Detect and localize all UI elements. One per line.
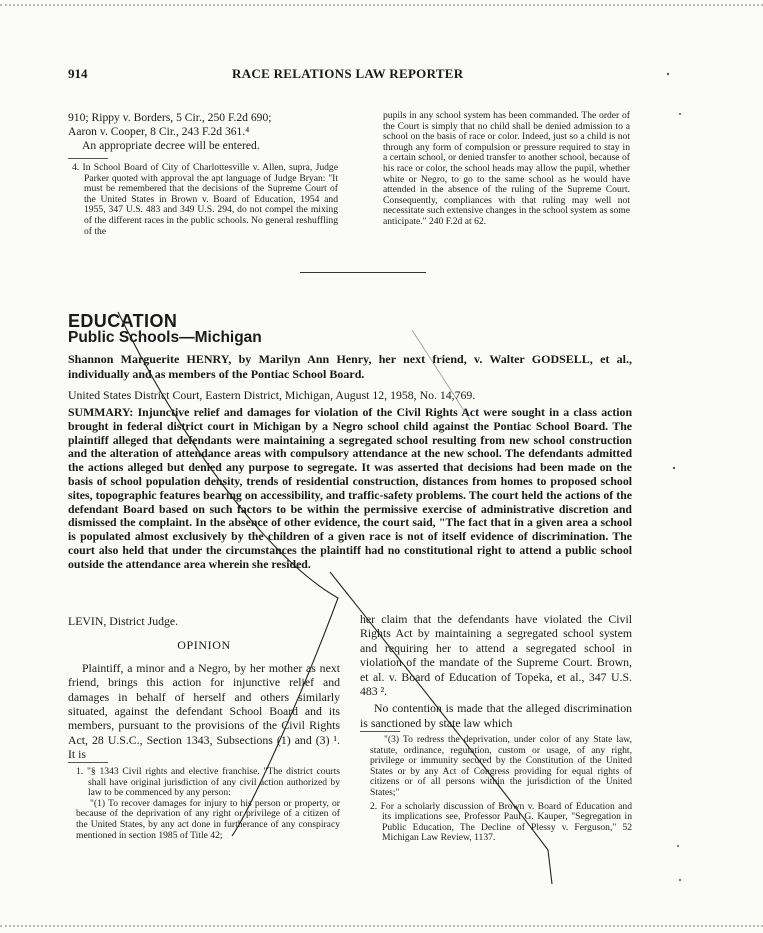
court-line: United States District Court, Eastern District, Michigan, August 12, 1958, No. 14,769. (68, 387, 476, 402)
citation-line-1: 910; Rippy v. Borders, 5 Cir., 250 F.2d 690; (68, 111, 272, 124)
footnote-1 (76, 767, 340, 841)
top-right-column (383, 111, 630, 228)
scan-speck (679, 113, 681, 115)
opinion-left-column (68, 614, 340, 762)
section-title: EDUCATION (68, 311, 178, 331)
running-title: RACE RELATIONS LAW REPORTER (232, 66, 464, 81)
opinion-right-column (360, 612, 632, 730)
footnote-separator-3 (360, 731, 400, 732)
judge-line: LEVIN, District Judge. (68, 614, 179, 628)
section-subtitle: Public Schools—Michigan (68, 329, 262, 346)
footnote-separator-2 (68, 762, 108, 763)
case-caption (68, 352, 632, 402)
footnote-1-part-c: "(3) To redress the deprivation, under color of any State law, statute, ordinance, regulation, custom or usage, of any right, privilege or immunity secured by the Constitution of the United States or by any Act of Congress providing for equal rights of citizens or of all persons within the jurisdiction of the United States;" (370, 734, 632, 798)
scan-speck (667, 73, 669, 75)
summary-label: SUMMARY: (68, 405, 134, 419)
top-scan-border (0, 4, 763, 8)
opinion-para-2: her claim that the defendants have violated the Civil Rights Act by maintaining a segregated school system and requiring her to attend a segregated school in violation of the mandate of the Supreme Court. Brown, et al. v. Board of Education of Topeka, et al., 347 U.S. 483 ². (360, 612, 632, 699)
footnote-4 (72, 163, 338, 237)
footnote-1-part-b: "(1) To recover damages for injury to his person or property, or because of the deprivation of any right or privilege of a citizen of the United States, by any act done in furtherance of any conspiracy mentioned in section 1985 of Title 42; (76, 797, 340, 841)
page-number: 914 (68, 66, 88, 81)
scan-speck (679, 879, 681, 881)
citation-line-2: Aaron v. Cooper, 8 Cir., 243 F.2d 361.⁴ (68, 125, 250, 139)
footnote-4-continued: pupils in any school system has been commanded. The order of the Court is simply that no child shall be denied admission to a school on the basis of race or color. Indeed, just so a child is not through any form of compulsion or pressure required to stay in a certain school, or denied transfer to another school, because of his race or color, the school heads may allow the pupil, whether white or Negro, to go to the same school as he would have attended in the absence of the ruling of the Supreme Court. Consequently, compliances with that ruling may well not necessitate such extensive changes in the school system as some anticipate." 240 F.2d at 62. (383, 110, 630, 227)
case-summary (68, 406, 632, 572)
footnote-separator (68, 158, 108, 159)
opinion-heading: OPINION (177, 638, 231, 653)
decree-line: An appropriate decree will be entered. (82, 139, 260, 153)
opinion-para-3: No contention is made that the alleged discrimination is sanctioned by state law which (360, 701, 632, 730)
bottom-scan-border (0, 925, 763, 929)
scan-speck (677, 845, 679, 847)
scan-speck (673, 467, 675, 469)
footnote-1-continued (370, 735, 632, 844)
case-parties: Shannon Marguerite HENRY, by Marilyn Ann Henry, her next friend, v. Walter GODSELL, et al., individually and as members of the Pontiac School Board. (68, 352, 632, 381)
footnote-2: 2. For a scholarly discussion of Brown v. Board of Education and its implications see, Professor Paul G. Kauper, "Segregation in Public Education, The Decline of Plessy v. Ferguson," 52 Michigan Law Review, 1137. (370, 800, 632, 844)
footnote-4-text: 4. In School Board of City of Charlottesville v. Allen, supra, Judge Parker quoted with approval the apt language of Judge Bryan: "It must be remembered that the decisions of the Supreme Court of the United States in Brown v. Board of Education, 1954 and 1955, 347 U.S. 483 and 349 U.S. 294, do not compel the mixing of the different races in the public schools. No general reshuffling of the (72, 162, 338, 237)
section-divider (300, 272, 426, 273)
top-left-column (68, 111, 338, 154)
opinion-para-1: Plaintiff, a minor and a Negro, by her mother as next friend, brings this action for injunctive relief and damages in behalf of herself and others similarly situated, against the defendant School Board and its members, pursuant to the provisions of the Civil Rights Act, 28 U.S.C., Section 1343, Subsections (1) and (3) ¹. It is (68, 660, 340, 762)
summary-text: Injunctive relief and damages for violation of the Civil Rights Act were sought in a class action brought in federal district court in Michigan by a Negro school child against the Pontiac School Board. The plaintiff alleged that defendants were maintaining a segregated school resulting from new school construction and the alteration of attendance areas with compulsory attendance at the new school. The defendants admitted the actions alleged but denied any purpose to segregate. It was asserted that decisions had been made on the basis of school population density, trends of residential construction, distances from homes to proposed school sites, topographic features bearing on accessibility, and traffic-safety problems. The court held the actions of the defendant Board based on such factors to be within the permissive exercise of administrative discretion and dismissed the complaint. In the absence of other evidence, the court said, "The fact that in a given area a school is populated almost exclusively by the children of a given race is not of itself evidence of discrimination. The court also held that under the circumstances the plaintiff had no constitutional right to attend a public school outside the attendance area wherein she resided. (68, 405, 633, 571)
footnote-1-part-a: 1. "§ 1343 Civil rights and elective franchise. "The district courts shall have original jurisdiction of any civil action authorized by law to be commenced by any person: (76, 766, 340, 799)
